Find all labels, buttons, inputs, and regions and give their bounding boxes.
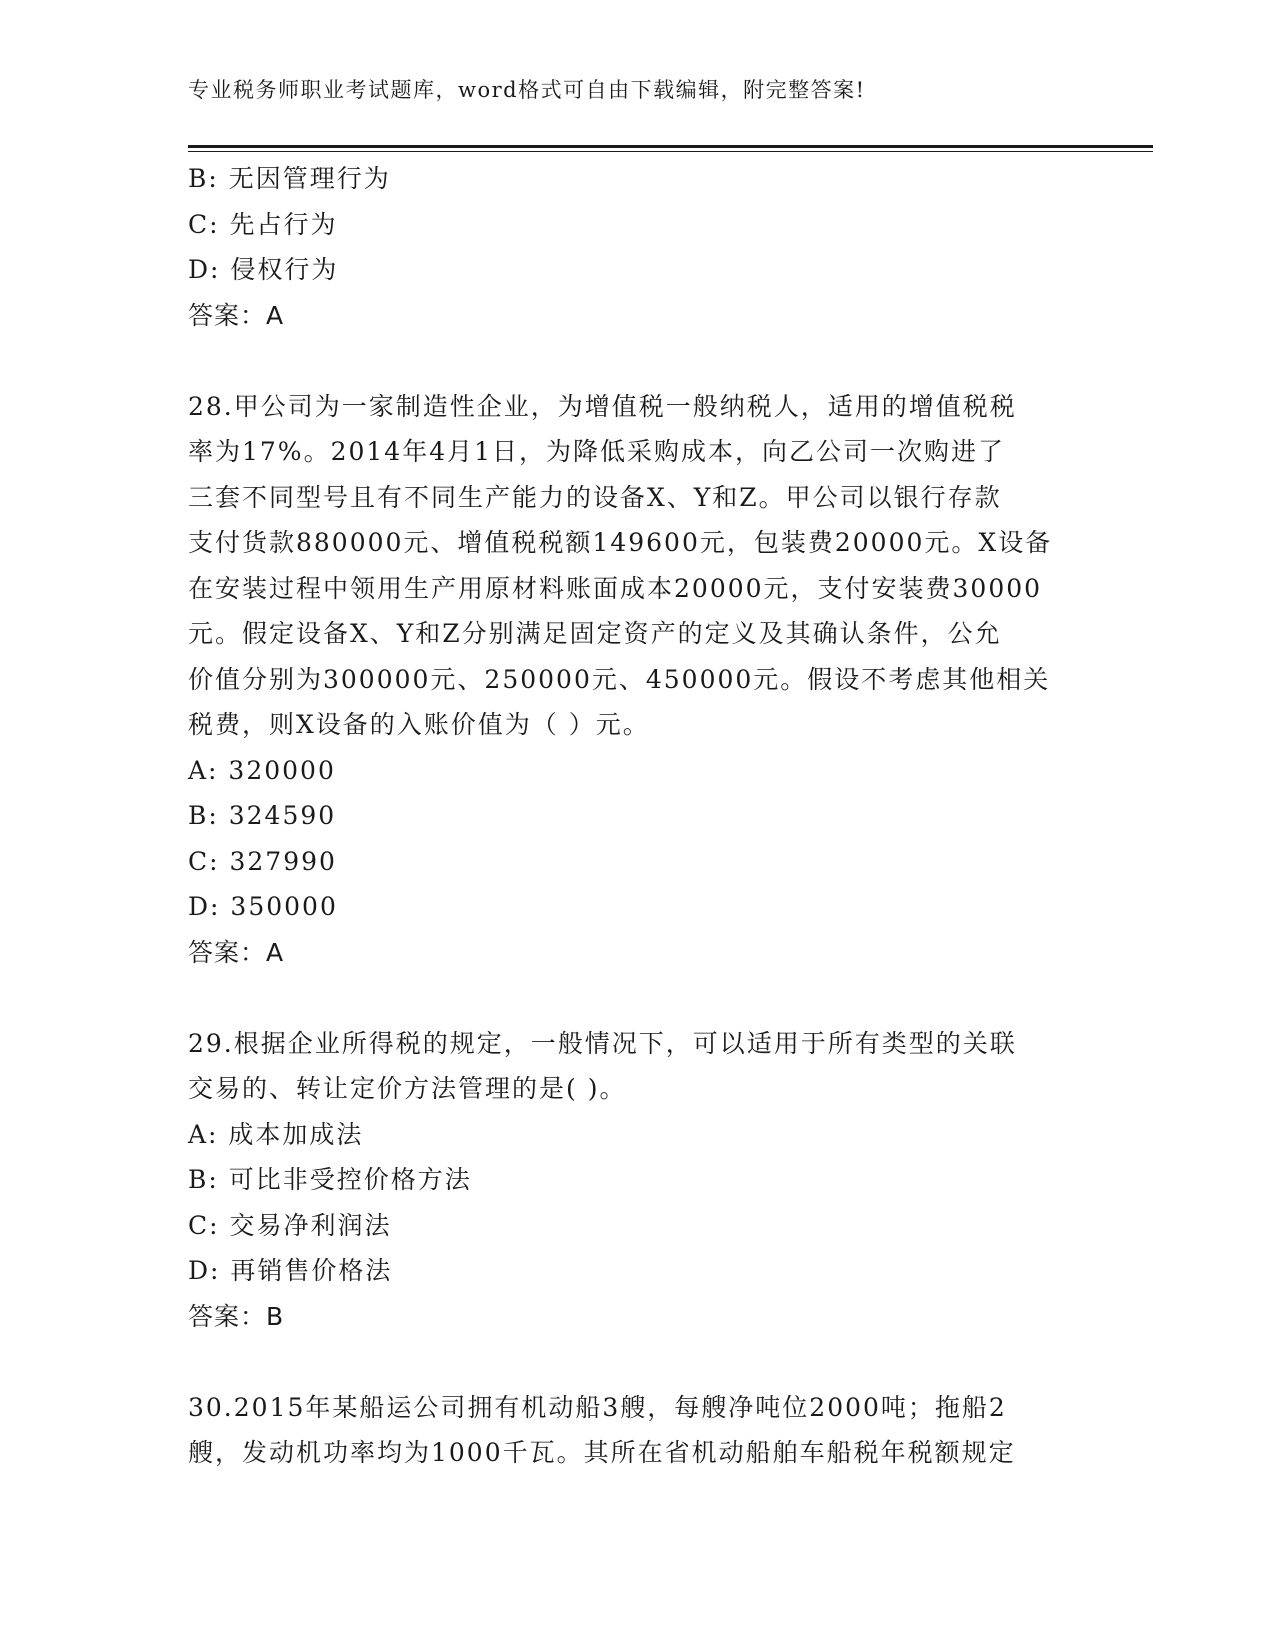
q30-text-line: 30.2015年某船运公司拥有机动船3艘，每艘净吨位2000吨；拖船2 [188,1392,1007,1422]
q29-option-a: A: 成本加成法 [188,1119,364,1149]
q28-text-line: 税费，则X设备的入账价值为（ ）元。 [188,710,650,739]
spacer [188,338,1088,384]
page-header: 专业税务师职业考试题库，word格式可自由下载编辑，附完整答案! [188,78,866,102]
q27-option-d: D: 侵权行为 [188,255,339,284]
q28-option-a: A: 320000 [188,755,336,785]
q29-option-c: C: 交易净利润法 [188,1210,392,1240]
header-rule-thick [188,145,1153,148]
q29-option-d: D: 再销售价格法 [188,1256,393,1285]
q30-text-line: 艘，发动机功率均为1000千瓦。其所在省机动船舶车船税年税额规定 [188,1438,1016,1467]
q28-text-line: 在安装过程中领用生产用原材料账面成本20000元，支付安装费30000 [188,573,1043,603]
q28-option-b: B: 324590 [188,801,337,830]
q27-option-c: C: 先占行为 [188,209,338,239]
q29-option-b: B: 可比非受控价格方法 [188,1165,472,1194]
question-29 [188,1021,1088,1340]
q28-text-line: 价值分别为300000元、250000元、450000元。假设不考虑其他相关 [188,664,1051,694]
q28-text-line: 元。假定设备X、Y和Z分别满足固定资产的定义及其确认条件，公允 [188,619,1002,648]
q27-option-b: B: 无因管理行为 [188,164,391,193]
q28-answer: 答案：A [188,937,285,967]
q27-answer: 答案：A [188,300,285,330]
q28-option-d: D: 350000 [188,892,338,921]
q28-text-line: 三套不同型号且有不同生产能力的设备X、Y和Z。甲公司以银行存款 [188,482,1002,512]
q28-text-line: 支付货款880000元、增值税税额149600元，包装费20000元。X设备 [188,528,1053,557]
spacer [188,975,1088,1021]
question-content [188,156,1088,1476]
q28-option-c: C: 327990 [188,846,337,876]
question-27-tail [188,156,1088,338]
spacer [188,1339,1088,1385]
question-30 [188,1385,1088,1476]
q29-text-line: 29.根据企业所得税的规定，一般情况下，可以适用于所有类型的关联 [188,1028,1017,1058]
q28-text-line: 28.甲公司为一家制造性企业，为增值税一般纳税人，适用的增值税税 [188,391,1017,421]
q29-answer: 答案：B [188,1301,285,1331]
header-rule-thin [188,151,1153,152]
q29-text-line: 交易的、转让定价方法管理的是( )。 [188,1074,627,1103]
question-28 [188,384,1088,976]
q28-text-line: 率为17%。2014年4月1日，为降低采购成本，向乙公司一次购进了 [188,437,1006,466]
